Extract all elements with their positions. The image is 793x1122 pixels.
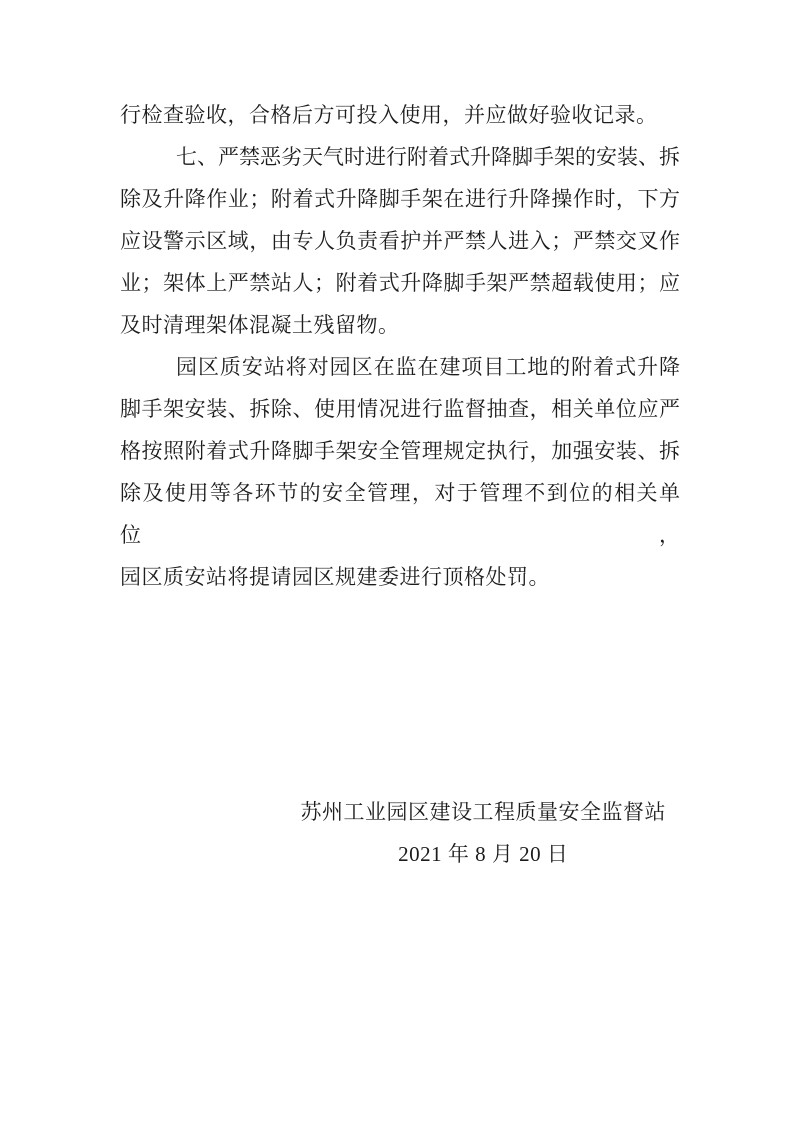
body-line: 行检查验收，合格后方可投入使用，并应做好验收记录。 bbox=[120, 103, 658, 127]
body-line: 除及使用等各环节的安全管理，对于管理不到位的相关单位， bbox=[120, 481, 680, 547]
body-line: 园区质安站将对园区在监在建项目工地的附着式升降 bbox=[176, 355, 680, 379]
signature-block bbox=[301, 791, 667, 875]
body-line: 应设警示区域，由专人负责看护并严禁人进入；严禁交叉作 bbox=[120, 229, 680, 253]
body-line: 业；架体上严禁站人；附着式升降脚手架严禁超载使用；应 bbox=[120, 271, 680, 295]
signature-organization: 苏州工业园区建设工程质量安全监督站 bbox=[300, 800, 666, 824]
body-line: 园区质安站将提请园区规建委进行顶格处罚。 bbox=[120, 565, 550, 589]
signature-date: 2021 年 8 月 20 日 bbox=[398, 842, 569, 866]
body-line: 七、严禁恶劣天气时进行附着式升降脚手架的安装、拆 bbox=[176, 145, 680, 169]
body-line: 除及升降作业；附着式升降脚手架在进行升降操作时，下方 bbox=[120, 187, 680, 211]
body-line: 及时清理架体混凝土残留物。 bbox=[120, 313, 400, 337]
body-line: 脚手架安装、拆除、使用情况进行监督抽查，相关单位应严 bbox=[120, 397, 680, 421]
body-line: 格按照附着式升降脚手架安全管理规定执行，加强安装、拆 bbox=[120, 439, 680, 463]
